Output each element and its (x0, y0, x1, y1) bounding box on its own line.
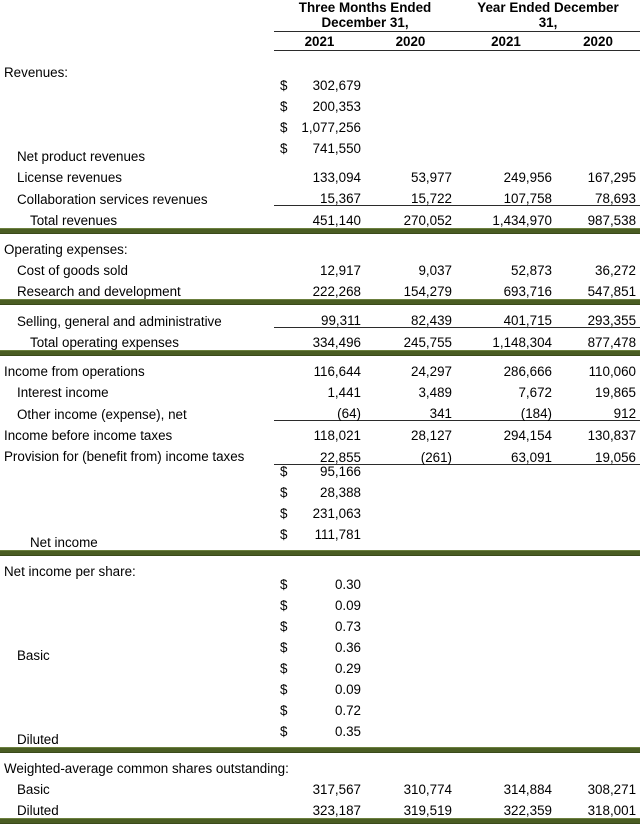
table-row (0, 442, 640, 465)
cell-fy-2021: 1,148,304 (492, 335, 552, 350)
cell-q-2020: 24,297 (411, 364, 452, 379)
cell-q-2020: 82,439 (365, 306, 456, 328)
currency-symbol: $ (280, 141, 288, 157)
cell-fy-2020: 293,355 (556, 306, 640, 328)
section-heading: Revenues: (4, 65, 69, 80)
section-rule-cell (0, 349, 640, 357)
table-row (0, 206, 640, 228)
cell-q-2021: 22,855 (274, 442, 365, 465)
cell-q-2021: 317,567 (312, 782, 361, 797)
currency-symbol: $ (280, 598, 288, 614)
row-label: Selling, general and administrative (17, 313, 222, 329)
cell-q-2020: 270,052 (403, 213, 452, 228)
empty-cell (456, 557, 556, 578)
section-rule (0, 549, 640, 557)
empty-cell (274, 58, 365, 79)
header-group-three-months-line2: December 31, (321, 15, 409, 30)
section-heading-row (0, 235, 640, 256)
row-label: Cost of goods sold (17, 263, 128, 278)
header-group-year-ended-line1: Year Ended December (477, 0, 619, 15)
cell-value: 0.72 (334, 703, 361, 719)
currency-symbol: $ (280, 527, 288, 543)
green-separator (0, 818, 640, 824)
cell-value: 28,388 (320, 485, 361, 501)
section-heading: Weighted-average common shares outstanding: (4, 761, 289, 776)
table-row (0, 796, 640, 817)
cell-fy-2021: 7,672 (518, 385, 552, 400)
cell-fy-2021: 107,758 (456, 184, 556, 206)
cell-q-2020 (274, 599, 365, 620)
table-row (0, 775, 640, 796)
cell-q-2021 (274, 662, 365, 683)
table-header (0, 0, 640, 58)
cell-fy-2020: 19,865 (595, 385, 637, 400)
cell-value: 231,063 (312, 506, 361, 522)
row-label: Provision for (benefit from) income taxes (4, 448, 245, 464)
cell-fy-2020: 130,837 (587, 428, 637, 443)
currency-symbol: $ (280, 485, 288, 501)
section-heading-row (0, 557, 640, 578)
table-row (0, 357, 640, 378)
section-rule-cell (0, 817, 640, 825)
header-group-row (0, 0, 640, 32)
cell-fy-2021: 52,873 (511, 263, 552, 278)
cell-value: 0.09 (334, 598, 361, 614)
section-rule-cell (0, 298, 640, 306)
header-group-three-months (274, 0, 456, 32)
cell-fy-2021: (184) (456, 399, 556, 421)
cell-value: 0.35 (334, 724, 361, 740)
green-separator (0, 228, 640, 234)
green-separator (0, 747, 640, 753)
table-row (0, 163, 640, 184)
cell-fy-2021: 693,716 (503, 284, 552, 299)
header-year-fy-2020: 2020 (556, 32, 640, 51)
currency-symbol: $ (280, 464, 288, 480)
cell-fy-2020: 877,478 (587, 335, 637, 350)
empty-cell (556, 235, 640, 256)
table-row (0, 306, 640, 328)
cell-q-2021: 334,496 (312, 335, 361, 350)
cell-fy-2021 (274, 620, 365, 641)
empty-cell (274, 754, 365, 775)
currency-symbol: $ (280, 78, 288, 94)
table-body (0, 58, 640, 825)
table-row (0, 378, 640, 399)
empty-cell (365, 58, 456, 79)
cell-q-2021: (64) (274, 399, 365, 421)
cell-q-2021: 222,268 (312, 284, 361, 299)
cell-fy-2020: 912 (556, 399, 640, 421)
currency-symbol: $ (280, 99, 288, 115)
empty-cell (556, 754, 640, 775)
cell-q-2020: 310,774 (403, 782, 452, 797)
cell-fy-2020: 78,693 (556, 184, 640, 206)
currency-symbol: $ (280, 703, 288, 719)
row-label: Income from operations (4, 364, 145, 379)
section-rule (0, 349, 640, 357)
green-separator (0, 550, 640, 556)
row-label: Total revenues (30, 213, 118, 228)
cell-q-2020: 3,489 (418, 385, 452, 400)
cell-q-2021 (274, 465, 365, 486)
table-row (0, 79, 640, 163)
cell-value: 0.73 (334, 619, 361, 635)
section-heading: Operating expenses: (4, 242, 128, 257)
cell-fy-2020: 318,001 (587, 803, 637, 818)
header-year-q-2021: 2021 (274, 32, 365, 51)
cell-q-2021: 99,311 (274, 306, 365, 328)
cell-q-2021 (274, 79, 365, 100)
cell-fy-2021: 286,666 (503, 364, 552, 379)
cell-fy-2020: 19,056 (556, 442, 640, 465)
cell-q-2021: 15,367 (274, 184, 365, 206)
cell-fy-2021: 322,359 (503, 803, 552, 818)
cell-q-2021: 1,441 (327, 385, 361, 400)
cell-q-2020: (261) (365, 442, 456, 465)
cell-value: 0.29 (334, 661, 361, 677)
cell-fy-2020: 167,295 (587, 170, 637, 185)
cell-fy-2020: 987,538 (587, 213, 637, 228)
header-group-year-ended (456, 0, 640, 32)
header-year-q-2020: 2020 (365, 32, 456, 51)
cell-q-2020: 341 (365, 399, 456, 421)
currency-symbol: $ (280, 506, 288, 522)
currency-symbol: $ (280, 661, 288, 677)
section-rule (0, 227, 640, 235)
empty-cell (365, 754, 456, 775)
header-year-blank (0, 32, 274, 51)
row-label: Total operating expenses (30, 335, 179, 350)
cell-q-2021: 133,094 (312, 170, 361, 185)
row-label: Diluted (17, 732, 59, 747)
cell-fy-2021 (274, 121, 365, 142)
cell-fy-2020 (274, 528, 365, 549)
header-corner-blank (0, 0, 274, 32)
cell-fy-2020: 547,851 (587, 284, 637, 299)
currency-symbol: $ (280, 724, 288, 740)
cell-fy-2020: 308,271 (587, 782, 637, 797)
header-group-year-ended-line2: 31, (538, 15, 558, 30)
currency-symbol: $ (280, 120, 288, 136)
table-row (0, 421, 640, 443)
row-label: Income before income taxes (4, 428, 173, 443)
cell-fy-2020: 110,060 (588, 364, 637, 379)
row-label: Net product revenues (17, 149, 146, 164)
cell-value: 200,353 (312, 99, 361, 115)
empty-cell (556, 58, 640, 79)
empty-cell (456, 58, 556, 79)
section-rule (0, 746, 640, 754)
row-label: Diluted (17, 803, 59, 818)
header-year-row (0, 32, 640, 51)
header-spacer (0, 51, 640, 59)
cell-value: 95,166 (320, 464, 361, 480)
cell-q-2020: 245,755 (403, 335, 452, 350)
table-row (0, 256, 640, 277)
empty-cell (365, 557, 456, 578)
green-separator (0, 350, 640, 356)
cell-q-2021: 118,021 (313, 428, 361, 443)
empty-cell (556, 557, 640, 578)
empty-cell (274, 557, 365, 578)
cell-value: 111,781 (314, 527, 361, 543)
cell-fy-2020 (274, 142, 365, 163)
section-rule (0, 817, 640, 825)
header-group-three-months-line1: Three Months Ended (298, 0, 432, 15)
table-row (0, 184, 640, 206)
cell-fy-2021: 314,884 (503, 782, 552, 797)
cell-value: 0.36 (334, 640, 361, 656)
section-rule-cell (0, 746, 640, 754)
cell-value: 0.09 (334, 682, 361, 698)
section-rule (0, 298, 640, 306)
header-spacer-cell (0, 51, 640, 59)
table-row (0, 465, 640, 550)
row-label: Basic (17, 648, 50, 663)
cell-q-2021: 451,140 (312, 213, 361, 228)
empty-cell (456, 754, 556, 775)
cell-q-2020: 15,722 (365, 184, 456, 206)
table-row (0, 328, 640, 350)
cell-value: 0.30 (334, 577, 361, 593)
cell-q-2020 (274, 486, 365, 507)
section-heading-row (0, 58, 640, 79)
table-row (0, 662, 640, 746)
empty-cell (456, 235, 556, 256)
currency-symbol: $ (280, 619, 288, 635)
cell-q-2020 (274, 683, 365, 704)
header-year-fy-2021: 2021 (456, 32, 556, 51)
cell-value: 302,679 (312, 78, 361, 94)
row-label: Research and development (17, 284, 181, 299)
cell-value: 741,550 (312, 141, 361, 157)
section-heading: Net income per share: (4, 564, 136, 579)
cell-fy-2021 (274, 704, 365, 725)
cell-value: 1,077,256 (301, 120, 361, 136)
cell-q-2021: 116,644 (313, 364, 361, 379)
empty-cell (365, 235, 456, 256)
row-label: Interest income (17, 385, 109, 400)
cell-q-2021: 12,917 (320, 263, 361, 278)
cell-fy-2021: 1,434,970 (492, 213, 552, 228)
cell-q-2020: 319,519 (403, 803, 452, 818)
cell-q-2020: 154,279 (403, 284, 452, 299)
cell-fy-2020 (274, 725, 365, 746)
cell-q-2020 (274, 100, 365, 121)
row-label: Collaboration services revenues (17, 191, 208, 207)
cell-q-2021: 323,187 (312, 803, 361, 818)
cell-q-2020: 28,127 (411, 428, 452, 443)
table-row (0, 277, 640, 298)
empty-cell (274, 235, 365, 256)
section-rule-cell (0, 227, 640, 235)
currency-symbol: $ (280, 682, 288, 698)
cell-fy-2021: 63,091 (456, 442, 556, 465)
row-label: Basic (17, 782, 50, 797)
green-separator (0, 299, 640, 305)
section-rule-cell (0, 549, 640, 557)
cell-q-2020: 53,977 (411, 170, 452, 185)
row-label: License revenues (17, 170, 122, 185)
currency-symbol: $ (280, 640, 288, 656)
row-label: Net income (30, 535, 98, 550)
table-row (0, 399, 640, 421)
section-heading-row (0, 754, 640, 775)
cell-fy-2021: 401,715 (456, 306, 556, 328)
currency-symbol: $ (280, 577, 288, 593)
cell-fy-2020 (274, 641, 365, 662)
row-label: Other income (expense), net (17, 406, 187, 422)
cell-fy-2020: 36,272 (595, 263, 637, 278)
table-row (0, 578, 640, 662)
cell-q-2020: 9,037 (418, 263, 452, 278)
cell-fy-2021: 294,154 (503, 428, 552, 443)
cell-fy-2021: 249,956 (503, 170, 552, 185)
cell-fy-2021 (274, 507, 365, 528)
